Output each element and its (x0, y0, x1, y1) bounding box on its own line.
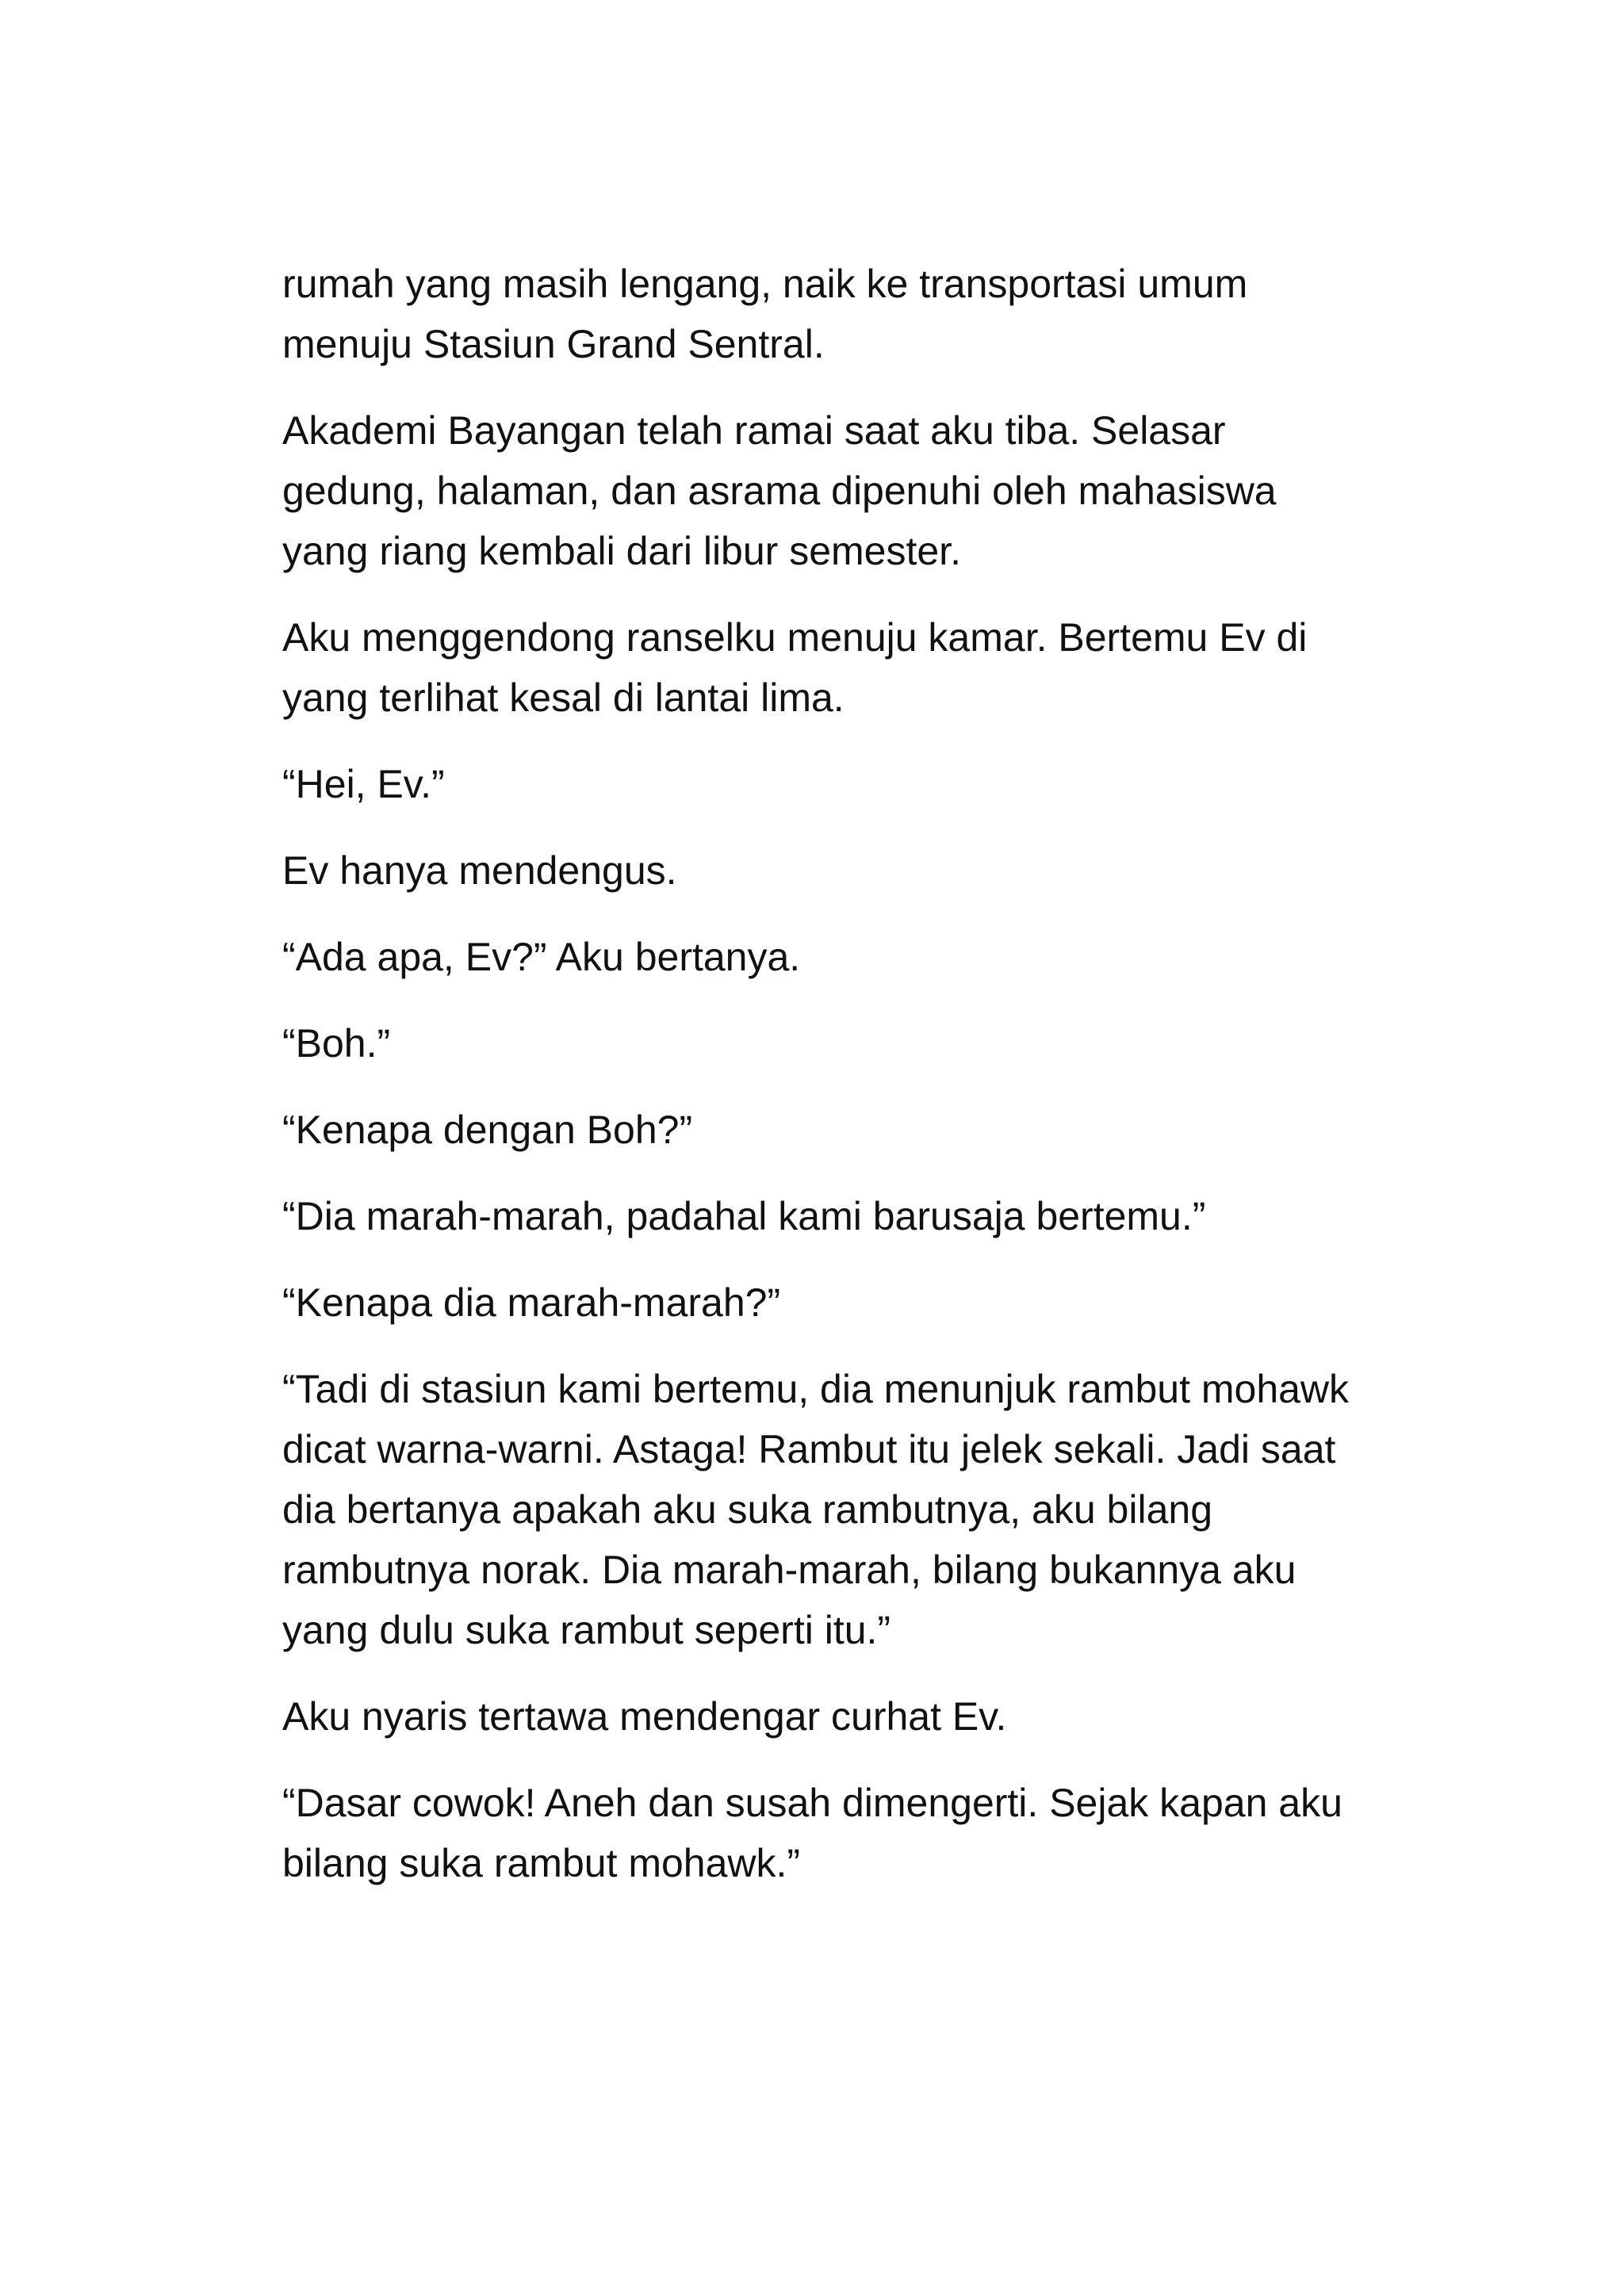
paragraph: “Hei, Ev.” (282, 762, 445, 806)
paragraph: Akademi Bayangan telah ramai saat aku tiba. Selasar gedung, halaman, dan asrama dipenuhi oleh mahasiswa yang riang kembali dari libur semester. (282, 408, 1277, 573)
paragraph: Aku menggendong ranselku menuju kamar. Bertemu Ev di yang terlihat kesal di lantai lima. (282, 615, 1308, 720)
paragraph: “Kenapa dia marah-marah?” (282, 1280, 781, 1325)
body-text (282, 254, 1361, 1893)
paragraph: Ev hanya mendengus. (282, 848, 677, 893)
paragraph: “Ada apa, Ev?” Aku bertanya. (282, 935, 801, 979)
paragraph: “Kenapa dengan Boh?” (282, 1108, 693, 1152)
paragraph: Aku nyaris tertawa mendengar curhat Ev. (282, 1694, 1007, 1739)
paragraph: “Boh.” (282, 1021, 391, 1066)
paragraph: “Dasar cowok! Aneh dan susah dimengerti. Sejak kapan aku bilang suka rambut mohawk.” (282, 1781, 1342, 1885)
paragraph: rumah yang masih lengang, naik ke transportasi umum menuju Stasiun Grand Sentral. (282, 262, 1248, 366)
paragraph: “Tadi di stasiun kami bertemu, dia menunjuk rambut mohawk dicat warna-warni. Astaga! Rambut itu jelek sekali. Jadi saat dia bertanya apakah aku suka rambutnya, aku bilang rambutnya norak. Dia marah-marah, bilang bukannya aku yang dulu suka rambut seperti itu.” (282, 1367, 1350, 1652)
paragraph: “Dia marah-marah, padahal kami barusaja bertemu.” (282, 1194, 1206, 1238)
